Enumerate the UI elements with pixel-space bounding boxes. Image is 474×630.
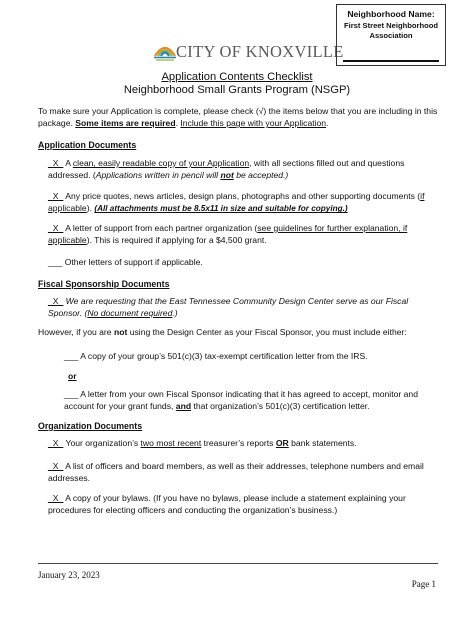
checklist-item-partner-letter [48,222,438,246]
fiscal-sponsorship-heading: Fiscal Sponsorship Documents [38,279,170,289]
item-text-bold: OR [275,438,289,448]
checklist-item-fiscal-sponsor [48,295,438,319]
item-note: be accepted.) [233,170,289,181]
checklist-item-other-letters [48,256,438,268]
item-text: ). This is required if applying for a $4,500 grant. [86,235,267,246]
check-mark[interactable]: _X_ [48,158,64,168]
footer-date: January 23, 2023 [38,570,100,580]
city-logo [152,38,344,64]
item-text: A [63,158,73,168]
item-text: that organization’s 501(c)(3) certification letter. [191,401,370,412]
checklist-item-bylaws [48,492,438,516]
page-subtitle: Neighborhood Small Grants Program (NSGP) [123,84,351,96]
checklist-item-application-copy [48,157,438,181]
item-text: Any price quotes, news articles, design plans, photographs and other supporting documents ( [63,191,421,201]
item-text: using the Design Center as your Fiscal Sponsor, you must include either: [127,327,407,337]
check-mark[interactable]: _X_ [48,223,64,233]
item-text-underlined: clean, easily readable copy of your Application [72,158,250,168]
intro-sep: . [175,118,181,129]
item-text-bold: and [175,401,192,412]
neighborhood-name-value: First Street Neighborhood Association [343,21,439,40]
organization-documents-heading: Organization Documents [38,421,143,431]
page-title: Application Contents Checklist [161,71,313,83]
neighborhood-name-label: Neighborhood Name: [347,9,435,19]
item-text: treasurer’s reports [201,438,276,448]
item-text-underlined: if applicable [48,191,425,214]
item-text-bold: not [113,327,128,337]
item-text: bank statements. [288,438,357,448]
item-text: However, if you are [38,327,114,337]
item-text: .) [172,308,178,319]
check-mark[interactable]: _X_ [48,461,64,471]
item-text: Your organization’s [63,438,141,448]
checklist-item-treasurer-reports [48,437,438,449]
intro-required: Some items are required [75,118,176,129]
name-box-underline [343,60,439,62]
item-text: A list of officers and board members, as well as their addresses, telephone numbers and email addresses. [48,461,424,484]
item-text: ___ A letter from your own Fiscal Sponsor indicating that it has agreed to accept, monitor and account for your grant funds, [64,389,418,412]
intro-end: . [326,118,329,129]
item-note-bold: (All attachments must be 8.5x11 in size and suitable for copying.) [94,204,348,214]
check-mark[interactable]: _X_ [48,191,64,201]
footer-divider [38,563,438,564]
fiscal-option-irs-letter[interactable]: ___ A copy of your group’s 501(c)(3) tax-exempt certification letter from the IRS. [64,351,368,361]
item-text: A copy of your bylaws. (If you have no bylaws, please include a statement explaining your procedures for electing officers and conducting the organization’s business.) [48,493,406,516]
logo-mark-icon [152,38,178,64]
intro-text: To make sure your Application is complete, please check (√) the items below that you are including in this package. [38,106,438,129]
fiscal-option-sponsor-letter[interactable] [64,388,438,412]
check-mark[interactable]: _X_ [48,438,64,448]
checklist-item-supporting-docs [48,190,438,215]
logo-text: CITY OF KNOXVILLE [176,42,344,61]
checklist-item-officers-list [48,460,438,484]
check-mark[interactable]: _X_ [48,296,64,306]
item-text-underlined: No document required [87,308,173,319]
fiscal-or-label: or [68,371,77,381]
check-mark[interactable]: _X_ [48,493,64,503]
item-text-underlined: two most recent [140,438,202,448]
intro-paragraph [38,105,438,129]
item-text: ). [86,203,95,214]
intro-include: Include this page with your Application [180,118,327,129]
item-text: We are requesting that the East Tennessee Community Design Center serve as our Fiscal Sponsor. ( [48,296,409,319]
item-note: Applications written in pencil will [95,170,221,181]
item-text: Other letters of support if applicable. [62,257,203,267]
fiscal-however-paragraph [38,326,438,338]
item-text: , with all sections filled out and questions addressed. ( [48,158,405,181]
application-documents-heading: Application Documents [38,140,137,150]
check-mark[interactable]: ___ [48,257,63,267]
item-note-not: not [220,170,234,181]
item-text: A letter of support from each partner organization ( [63,223,258,233]
neighborhood-name-box [336,4,446,66]
footer-page-number: Page 1 [411,579,436,589]
item-text-underlined: see guidelines for further explanation, if applicable [48,223,408,246]
